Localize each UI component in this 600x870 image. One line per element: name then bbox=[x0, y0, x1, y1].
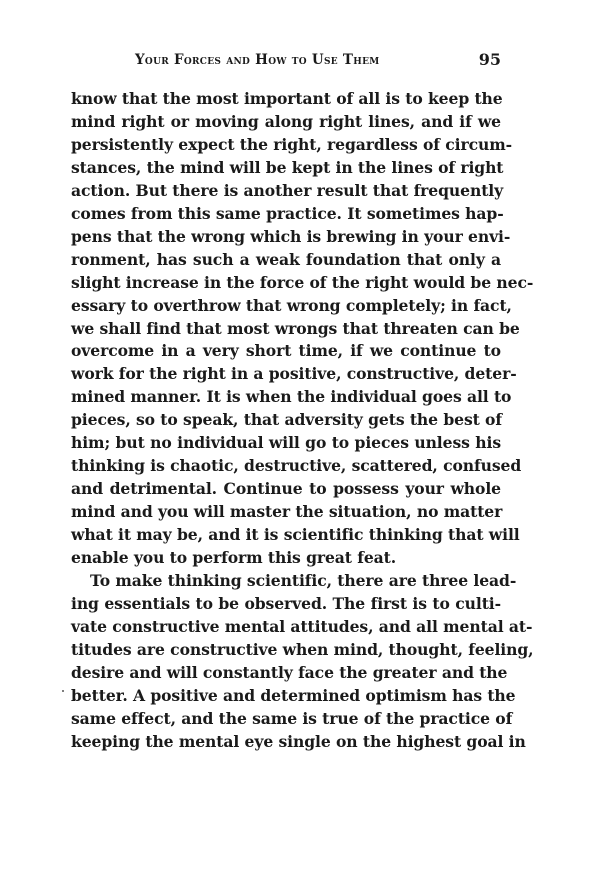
text-line: better. A positive and determined optimism has the bbox=[71, 685, 516, 705]
text-line: mind and you will master the situation, no matter bbox=[71, 502, 503, 522]
paragraph bbox=[71, 570, 534, 754]
paragraph bbox=[71, 88, 534, 570]
text-line: same effect, and the same is true of the practice of bbox=[71, 708, 513, 728]
text-line: pieces, so to speak, that adversity gets the best of bbox=[71, 410, 502, 430]
text-line: and detrimental. Continue to possess your whole bbox=[71, 479, 501, 499]
text-line: what it may be, and it is scientific thinking that will bbox=[71, 525, 520, 545]
text-line: mind right or moving along right lines, and if we bbox=[71, 111, 501, 131]
text-line: enable you to perform this great feat. bbox=[71, 548, 397, 568]
running-title: Your Forces and How to Use Them bbox=[135, 52, 380, 68]
text-line: To make thinking scientific, there are three lead- bbox=[90, 571, 517, 591]
text-line: action. But there is another result that frequently bbox=[71, 180, 504, 200]
text-line: work for the right in a positive, constructive, deter- bbox=[71, 364, 517, 384]
text-line: desire and will constantly face the greater and the bbox=[71, 662, 508, 682]
text-line: know that the most important of all is to keep the bbox=[71, 89, 503, 108]
text-line: vate constructive mental attitudes, and all mental at- bbox=[71, 616, 533, 636]
text-line: him; but no individual will go to pieces unless his bbox=[71, 433, 501, 453]
page-number: 95 bbox=[478, 50, 501, 69]
text-line: stances, the mind will be kept in the lines of right bbox=[71, 157, 504, 177]
body-text bbox=[71, 88, 534, 754]
text-line: pens that the wrong which is brewing in your envi- bbox=[71, 226, 511, 246]
text-line: slight increase in the force of the right would be nec- bbox=[71, 272, 534, 292]
running-head bbox=[71, 50, 501, 70]
scan-speck bbox=[62, 690, 64, 692]
text-line: keeping the mental eye single on the highest goal in bbox=[71, 731, 526, 751]
text-line: ing essentials to be observed. The first is to culti- bbox=[71, 593, 501, 613]
text-line: we shall find that most wrongs that threaten can be bbox=[71, 318, 520, 338]
text-line: ronment, has such a weak foundation that only a bbox=[71, 249, 501, 269]
text-line: titudes are constructive when mind, thought, feeling, bbox=[71, 639, 534, 659]
text-line: thinking is chaotic, destructive, scattered, confused bbox=[71, 456, 522, 476]
text-line: mined manner. It is when the individual goes all to bbox=[71, 387, 512, 407]
text-line: comes from this same practice. It sometimes hap- bbox=[71, 203, 504, 223]
text-line: essary to overthrow that wrong completely; in fact, bbox=[71, 295, 512, 315]
text-line: overcome in a very short time, if we continue to bbox=[71, 341, 501, 361]
text-line: persistently expect the right, regardless of circum- bbox=[71, 134, 512, 154]
